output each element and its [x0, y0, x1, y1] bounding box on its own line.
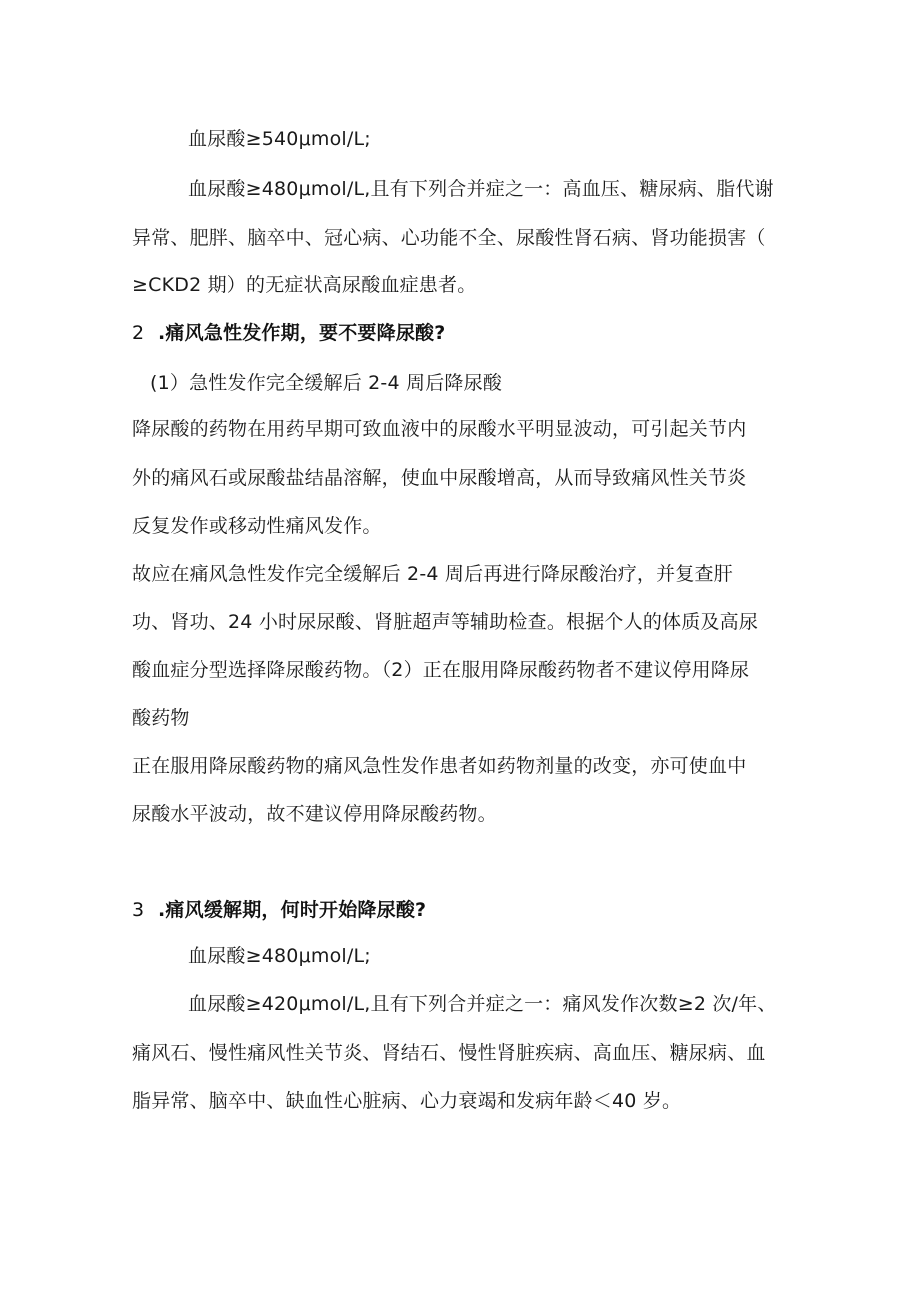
paragraph-line: 酸血症分型选择降尿酸药物。（2）正在服用降尿酸药物者不建议停用降尿 — [132, 659, 750, 681]
section-title: .痛风缓解期，何时开始降尿酸? — [158, 899, 427, 921]
paragraph-line: 血尿酸≥480μmol/L,且有下列合并症之一：高血压、糖尿病、脂代谢 — [188, 178, 774, 200]
paragraph-line: 酸药物 — [132, 707, 190, 729]
paragraph-line: 功、肾功、24 小时尿尿酸、肾脏超声等辅助检查。根据个人的体质及高尿 — [132, 611, 759, 633]
paragraph-line: 异常、肥胖、脑卒中、冠心病、心功能不全、尿酸性肾石病、肾功能损害（ — [132, 227, 766, 249]
section-number: 2 — [132, 322, 145, 344]
paragraph-line: 正在服用降尿酸药物的痛风急性发作患者如药物剂量的改变，亦可使血中 — [132, 755, 747, 777]
paragraph-line: ≥CKD2 期）的无症状高尿酸血症患者。 — [132, 274, 477, 296]
paragraph-line: 痛风石、慢性痛风性关节炎、肾结石、慢性肾脏疾病、高血压、糖尿病、血 — [132, 1042, 766, 1064]
subsection-line: (1）急性发作完全缓解后 2-4 周后降尿酸 — [150, 372, 503, 394]
paragraph-line: 反复发作或移动性痛风发作。 — [132, 515, 382, 537]
section-heading — [132, 896, 812, 924]
section-heading — [132, 319, 812, 347]
paragraph-line: 降尿酸的药物在用药早期可致血液中的尿酸水平明显波动，可引起关节内 — [132, 418, 747, 440]
paragraph-line: 故应在痛风急性发作完全缓解后 2-4 周后再进行降尿酸治疗，并复查肝 — [132, 563, 733, 585]
section-title: .痛风急性发作期，要不要降尿酸? — [158, 322, 446, 344]
paragraph-line: 血尿酸≥420μmol/L,且有下列合并症之一：痛风发作次数≥2 次/年、 — [188, 993, 777, 1015]
paragraph-line: 血尿酸≥540μmol/L; — [188, 128, 371, 150]
paragraph-line: 尿酸水平波动，故不建议停用降尿酸药物。 — [132, 803, 497, 825]
section-number: 3 — [132, 899, 145, 921]
paragraph-line: 外的痛风石或尿酸盐结晶溶解，使血中尿酸增高，从而导致痛风性关节炎 — [132, 467, 747, 489]
paragraph-line: 脂异常、脑卒中、缺血性心脏病、心力衰竭和发病年龄＜40 岁。 — [132, 1090, 682, 1112]
paragraph-line: 血尿酸≥480μmol/L; — [188, 945, 371, 967]
